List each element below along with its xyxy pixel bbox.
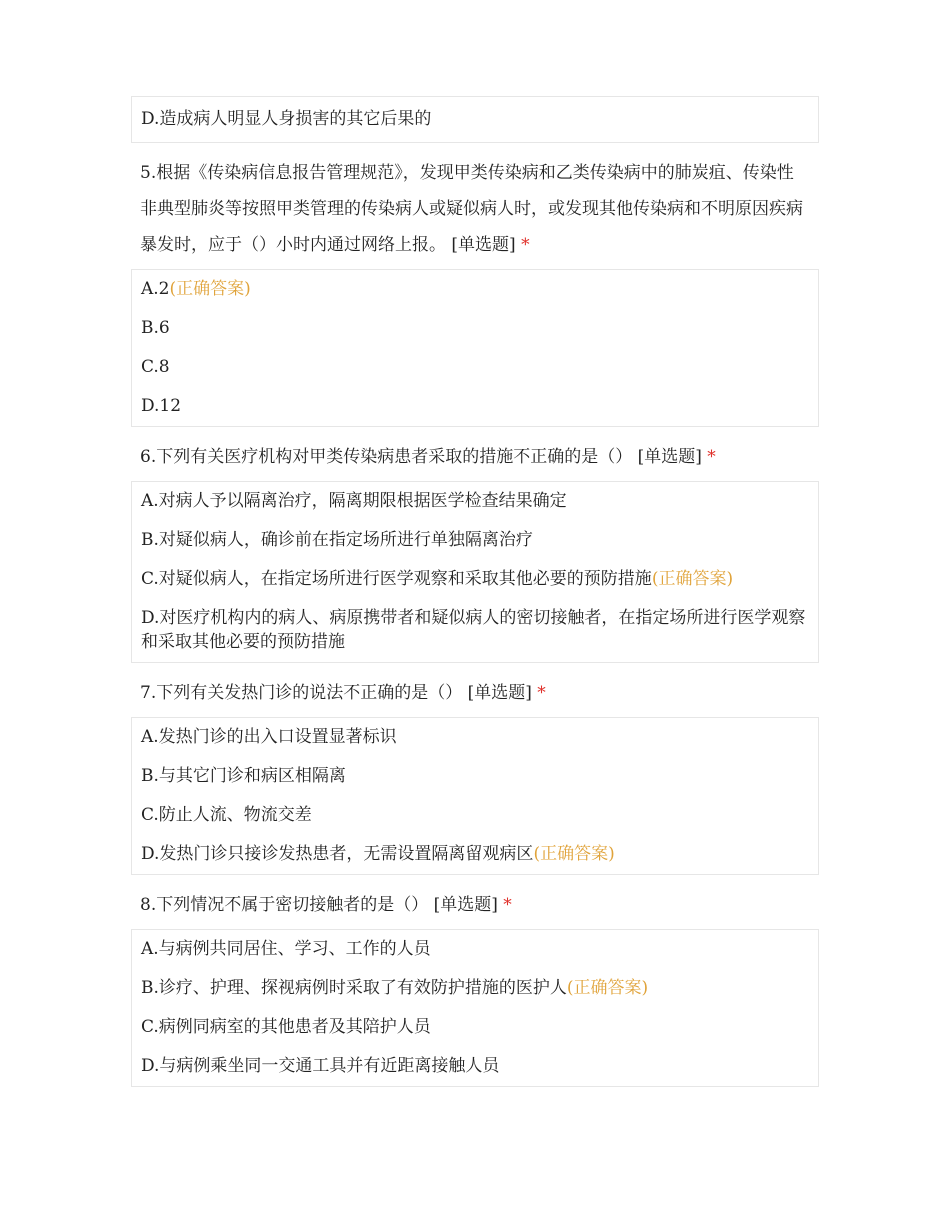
option-b[interactable]: B.对疑似病人，确诊前在指定场所进行单独隔离治疗 — [141, 530, 533, 550]
survey-page — [131, 96, 819, 1087]
prev-question-options — [131, 96, 819, 143]
option-c[interactable]: C.对疑似病人，在指定场所进行医学观察和采取其他必要的预防措施(正确答案) — [141, 569, 734, 589]
required-marker: * — [521, 235, 530, 255]
question-6-options — [131, 481, 819, 663]
option-c[interactable]: C.病例同病室的其他患者及其陪护人员 — [141, 1017, 431, 1037]
question-7 — [131, 675, 819, 711]
option-a[interactable]: A.与病例共同居住、学习、工作的人员 — [141, 939, 431, 959]
question-5-options — [131, 269, 819, 427]
correct-answer-marker: (正确答案) — [533, 844, 615, 864]
correct-answer-marker: (正确答案) — [169, 279, 251, 299]
question-8 — [131, 887, 819, 923]
option-c[interactable]: C.防止人流、物流交差 — [141, 805, 312, 825]
required-marker: * — [707, 447, 716, 467]
option-d[interactable]: D.发热门诊只接诊发热患者，无需设置隔离留观病区(正确答案) — [141, 844, 615, 864]
option-b[interactable]: B.诊疗、护理、探视病例时采取了有效防护措施的医护人(正确答案) — [141, 978, 649, 998]
question-5 — [131, 155, 819, 263]
question-7-options — [131, 717, 819, 875]
option-d[interactable]: D.对医疗机构内的病人、病原携带者和疑似病人的密切接触者，在指定场所进行医学观察和采取其他必要的预防措施 — [141, 608, 806, 652]
question-text: 5.根据《传染病信息报告管理规范》，发现甲类传染病和乙类传染病中的肺炭疽、传染性非典型肺炎等按照甲类管理的传染病人或疑似病人时，或发现其他传染病和不明原因疾病暴发时，应于（）小时内通过网络上报。 [单选题] — [140, 163, 803, 255]
question-text: 6.下列有关医疗机构对甲类传染病患者采取的措施不正确的是（） [单选题] — [140, 447, 702, 467]
option-a[interactable]: A.对病人予以隔离治疗，隔离期限根据医学检查结果确定 — [141, 491, 567, 511]
option-d: D.造成病人明显人身损害的其它后果的 — [141, 109, 432, 129]
option-b[interactable]: B.与其它门诊和病区相隔离 — [141, 766, 346, 786]
option-a[interactable]: A.2(正确答案) — [141, 279, 251, 299]
option-d[interactable]: D.与病例乘坐同一交通工具并有近距离接触人员 — [141, 1056, 500, 1076]
option-d[interactable]: D.12 — [141, 396, 182, 416]
question-text: 8.下列情况不属于密切接触者的是（） [单选题] — [140, 895, 498, 915]
correct-answer-marker: (正确答案) — [566, 978, 649, 998]
correct-answer-marker: (正确答案) — [651, 569, 734, 589]
question-6 — [131, 439, 819, 475]
option-c[interactable]: C.8 — [141, 357, 170, 377]
required-marker: * — [537, 683, 546, 703]
option-b[interactable]: B.6 — [141, 318, 170, 338]
required-marker: * — [503, 895, 512, 915]
option-a[interactable]: A.发热门诊的出入口设置显著标识 — [141, 727, 397, 747]
question-8-options — [131, 929, 819, 1087]
question-text: 7.下列有关发热门诊的说法不正确的是（） [单选题] — [140, 683, 532, 703]
